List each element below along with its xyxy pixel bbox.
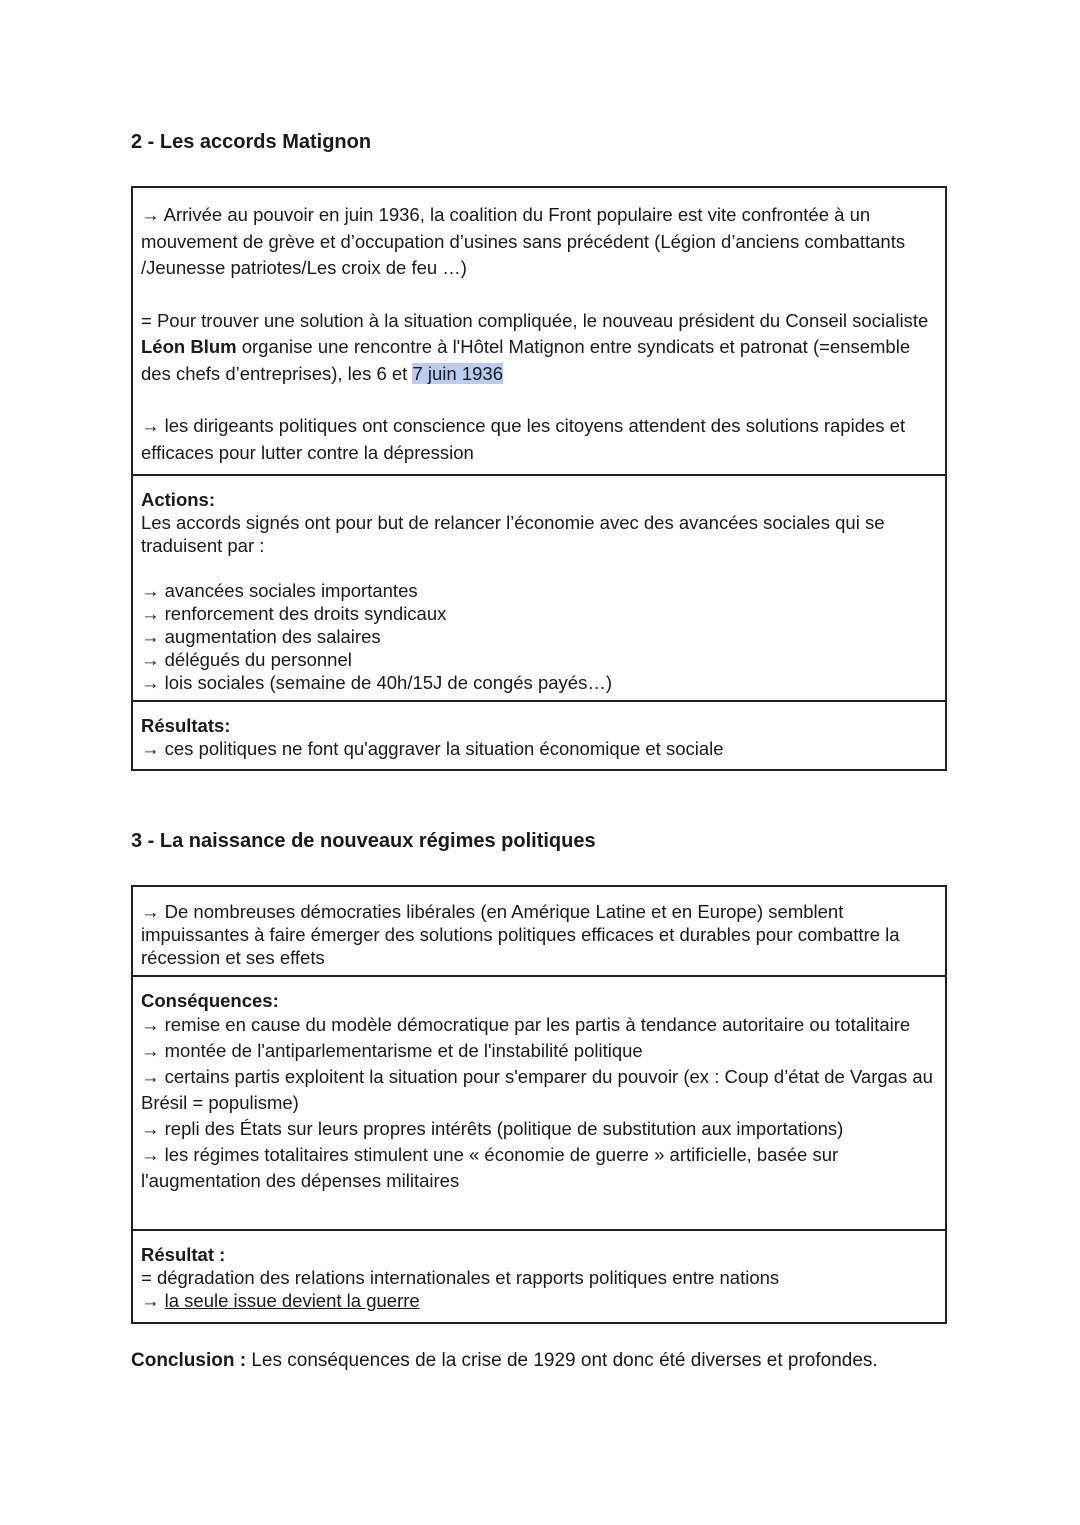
section-3-number: 3 -	[131, 830, 155, 852]
actions-item: → lois sociales (semaine de 40h/15J de congés payés…)	[141, 672, 612, 693]
conclusion-text: Les conséquences de la crise de 1929 ont donc été diverses et profondes.	[246, 1350, 878, 1371]
actions-item: → augmentation des salaires	[141, 626, 381, 647]
actions-text: Les accords signés ont pour but de relancer l’économie avec des avancées sociales qui se traduisent par :	[141, 512, 885, 556]
results-cell	[133, 702, 945, 760]
result-line1: = dégradation des relations internationales et rapports politiques entre nations	[141, 1267, 780, 1288]
result-cell	[133, 1231, 945, 1312]
result-line2	[141, 1289, 937, 1312]
actions-item: → délégués du personnel	[141, 649, 352, 670]
regimes-table	[131, 885, 947, 1324]
arrow-glyph: →	[141, 1290, 165, 1311]
actions-cell	[133, 476, 945, 702]
matignon-intro-p3: → les dirigeants politiques ont conscience que les citoyens attendent des solutions rapides et efficaces pour lutter contre la dépression	[141, 415, 906, 463]
section-2-title: Les accords Matignon	[159, 131, 372, 153]
matignon-intro-p2	[141, 308, 937, 388]
consequences-label: Conséquences:	[141, 990, 279, 1011]
section-3-heading	[131, 830, 596, 853]
results-text: → ces politiques ne font qu'aggraver la situation économique et sociale	[141, 738, 724, 759]
highlighted-date: 7 juin 1936	[412, 362, 503, 384]
section-2-number: 2 -	[131, 131, 155, 153]
consequences-item: → montée de l'antiparlementarisme et de l'instabilité politique	[141, 1040, 643, 1061]
consequences-item: → certains partis exploitent la situation pour s'emparer du pouvoir (ex : Coup d’état de Vargas au Brésil = populisme)	[141, 1066, 933, 1113]
actions-label: Actions:	[141, 489, 215, 510]
results-label: Résultats:	[141, 715, 231, 736]
conclusion-label: Conclusion :	[131, 1350, 247, 1371]
result-label: Résultat :	[141, 1244, 226, 1265]
matignon-intro-cell	[133, 188, 945, 476]
matignon-intro-p1: → Arrivée au pouvoir en juin 1936, la coalition du Front populaire est vite confrontée à un mouvement de grève et d’occupation d’usines sans précédent (Légion d’anciens combattants /Jeunesse patriotes/Les croix de feu …)	[141, 204, 906, 278]
actions-item: → avancées sociales importantes	[141, 580, 418, 601]
matignon-intro-p2-after: organise une rencontre à l'Hôtel Matignon entre syndicats et patronat (=ensemble des chefs d’entreprises), les 6 et	[141, 336, 911, 384]
regimes-intro-text: → De nombreuses démocraties libérales (en Amérique Latine et en Europe) semblent impuissantes à faire émerger des solutions politiques efficaces et durables pour combattre la récession et ses effets	[141, 901, 900, 968]
consequences-cell	[133, 977, 945, 1231]
matignon-table	[131, 186, 947, 771]
regimes-intro-cell	[133, 887, 945, 977]
section-3-title: La naissance de nouveaux régimes politiques	[159, 830, 596, 852]
matignon-intro-p2-before: = Pour trouver une solution à la situation compliquée, le nouveau président du Conseil socialiste	[141, 309, 929, 331]
leon-blum-name: Léon Blum	[141, 336, 237, 357]
conclusion-paragraph	[131, 1350, 878, 1372]
consequences-item: → repli des États sur leurs propres intérêts (politique de substitution aux importations)	[141, 1118, 844, 1139]
result-underlined: la seule issue devient la guerre	[164, 1290, 420, 1311]
consequences-item: → remise en cause du modèle démocratique par les partis à tendance autoritaire ou totalitaire	[141, 1014, 911, 1035]
section-2-heading	[131, 131, 371, 154]
consequences-item: → les régimes totalitaires stimulent une « économie de guerre » artificielle, basée sur l'augmentation des dépenses militaires	[141, 1144, 839, 1191]
actions-item: → renforcement des droits syndicaux	[141, 603, 447, 624]
